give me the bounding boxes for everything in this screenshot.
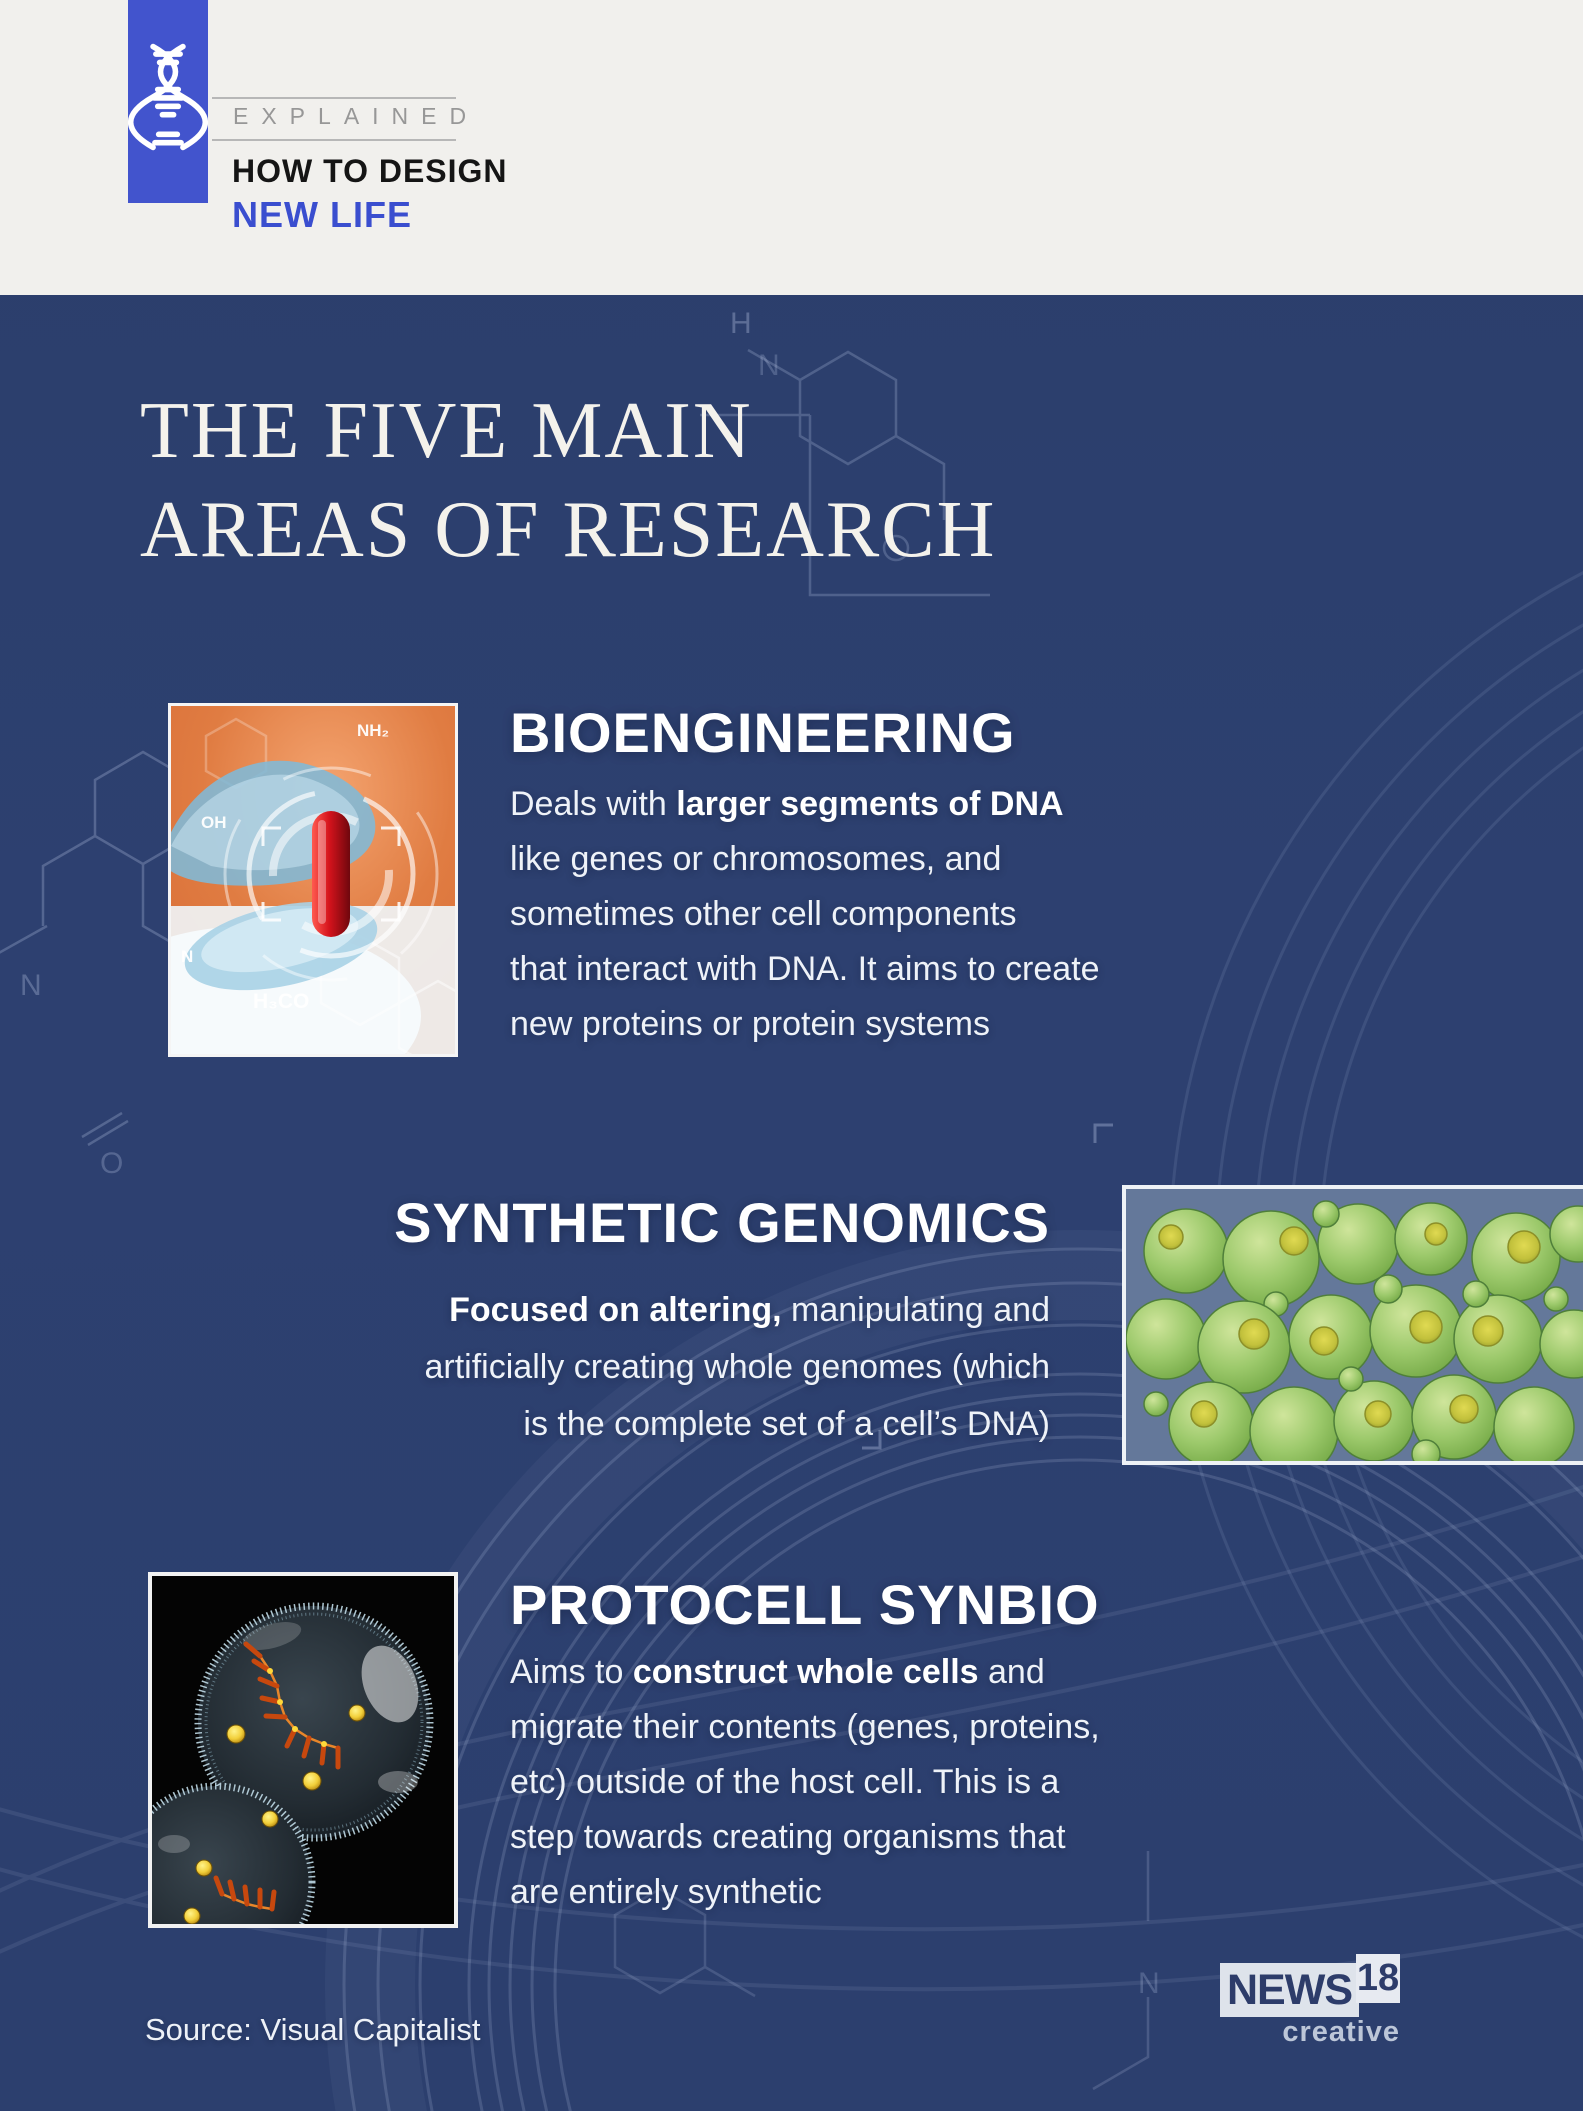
- decor-atom-label: O: [100, 1147, 124, 1180]
- section-heading-synthetic-genomics: SYNTHETIC GENOMICS: [394, 1191, 1050, 1254]
- header-title-line2: NEW LIFE: [232, 194, 412, 235]
- bioengineering-image: [168, 703, 458, 1057]
- section-heading-protocell-synbio: PROTOCELL SYNBIO: [510, 1573, 1100, 1636]
- news18-creative-label: creative: [1282, 2016, 1400, 2048]
- chem-label-nh2: NH₂: [357, 721, 390, 740]
- dna-icon: [140, 38, 196, 156]
- header: [0, 0, 1583, 295]
- decor-atom-label: N: [1138, 1967, 1160, 2000]
- section-heading-bioengineering: BIOENGINEERING: [510, 701, 1016, 764]
- kicker-rule-top: [212, 97, 456, 99]
- protocell-image: [148, 1572, 458, 1928]
- news18-wordmark: NEWS: [1227, 1965, 1352, 2014]
- source-credit: Source: Visual Capitalist: [145, 2012, 481, 2047]
- decor-atom-label: H: [730, 307, 752, 340]
- yeast-cells-image: [1122, 1185, 1583, 1465]
- chem-label-h3co: H₃CO: [253, 990, 310, 1013]
- protocell-description: Aims to construct whole cells and migrate their contents (genes, proteins, etc) outside of the host cell. This is a step towards creating organisms that are entirely synthetic: [510, 1653, 1100, 1911]
- news18-number: 18: [1356, 1957, 1400, 1999]
- chem-label-n: N: [181, 947, 194, 966]
- news18-number-box: [1356, 1954, 1400, 2003]
- decor-atom-label: N: [20, 969, 42, 1002]
- bioengineering-description: Deals with larger segments of DNA like genes or chromosomes, and sometimes other cell components that interact with DNA. It aims to create new proteins or protein systems: [510, 785, 1100, 1043]
- page-title: THE FIVE MAIN AREAS OF RESEARCH: [140, 387, 997, 574]
- news18-creative-logo: [1220, 1954, 1400, 2048]
- kicker-rule-bottom: [212, 139, 456, 141]
- news18-wordmark-box: [1220, 1963, 1359, 2017]
- header-title-line1: HOW TO DESIGN: [232, 153, 508, 189]
- chem-label-oh: OH: [201, 813, 227, 832]
- synthetic-genomics-description: Focused on altering, manipulating and artificially creating whole genomes (which is the complete set of a cell’s DNA): [424, 1291, 1050, 1443]
- brand-logo-box: [128, 0, 208, 203]
- kicker-label: EXPLAINED: [233, 103, 480, 129]
- decor-atom-label: N: [758, 349, 780, 382]
